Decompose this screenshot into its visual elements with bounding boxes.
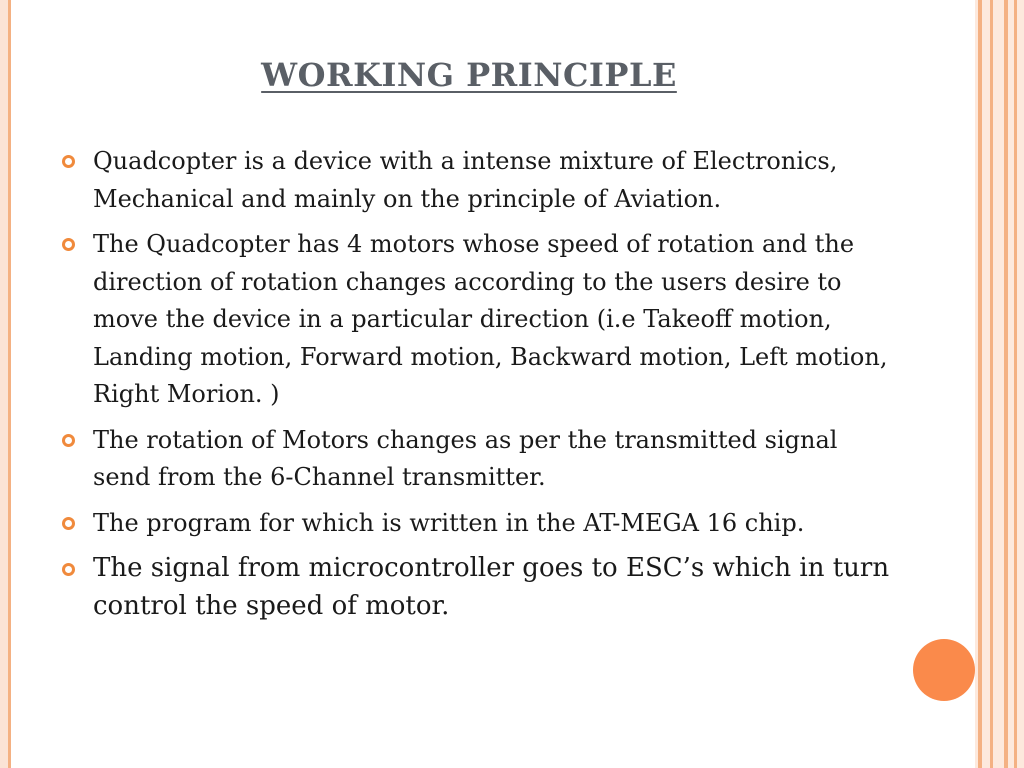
orange-circle-decoration xyxy=(913,639,975,701)
bullet-item xyxy=(62,550,892,625)
hollow-circle-bullet-icon xyxy=(62,563,75,576)
hollow-circle-bullet-icon xyxy=(62,517,75,530)
bullet-text: The program for which is written in the AT-MEGA 16 chip. xyxy=(93,508,805,537)
left-border-band xyxy=(0,0,8,768)
bullet-list xyxy=(62,143,892,633)
right-border-stripe xyxy=(1014,0,1017,768)
left-border-line xyxy=(8,0,11,768)
bullet-item xyxy=(62,226,892,414)
bullet-item xyxy=(62,143,892,218)
bullet-text: The signal from microcontroller goes to ESC’s which in turn control the speed of motor. xyxy=(93,553,890,621)
hollow-circle-bullet-icon xyxy=(62,238,75,251)
right-border-stripe xyxy=(978,0,982,768)
bullet-item xyxy=(62,422,892,497)
slide-title: WORKING PRINCIPLE xyxy=(261,56,677,94)
bullet-text: Quadcopter is a device with a intense mixture of Electronics, Mechanical and mainly on the principle of Aviation. xyxy=(93,147,838,213)
bullet-text: The rotation of Motors changes as per the transmitted signal send from the 6-Channel transmitter. xyxy=(93,425,838,491)
bullet-text: The Quadcopter has 4 motors whose speed of rotation and the direction of rotation changes according to the users desire to move the device in a particular direction (i.e Takeoff motion, Landing motion, Forward motion, Backward motion, Left motion, Right Morion. ) xyxy=(93,230,888,408)
bullet-item xyxy=(62,505,892,543)
hollow-circle-bullet-icon xyxy=(62,434,75,447)
hollow-circle-bullet-icon xyxy=(62,155,75,168)
right-border-stripe xyxy=(1004,0,1008,768)
right-border-stripe xyxy=(990,0,993,768)
